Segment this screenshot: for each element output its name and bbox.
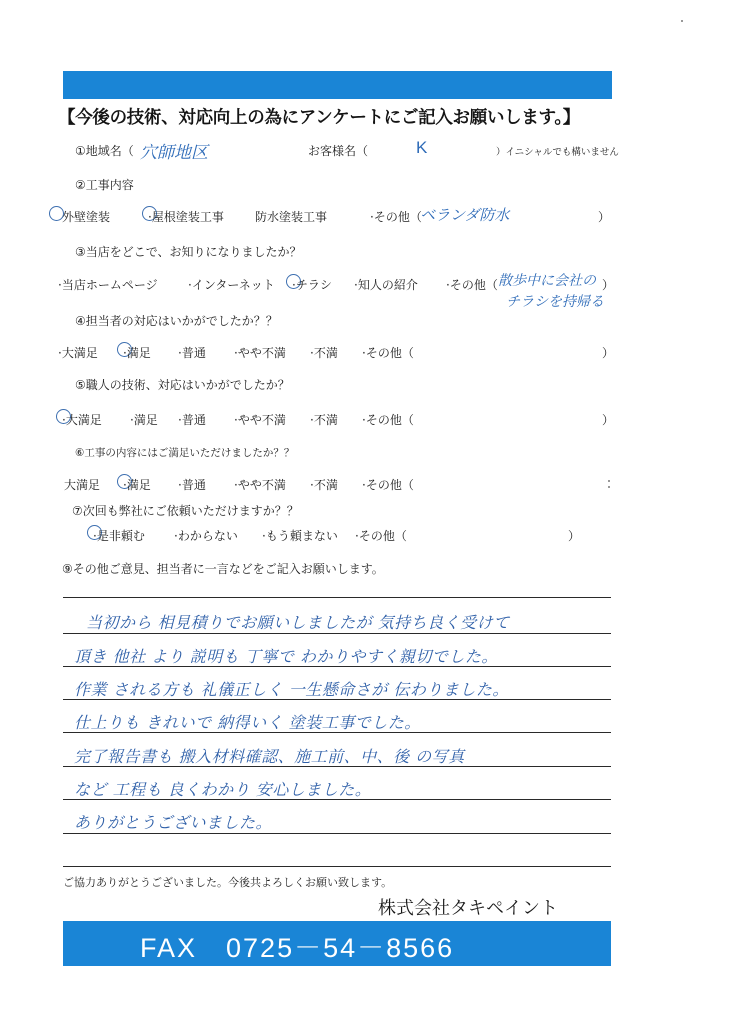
thanks-message: ご協力ありがとうございました。今後共よろしくお願い致します。: [63, 876, 393, 889]
scan-speck: [608, 486, 610, 488]
q7-option-definitely[interactable]: ·是非頼む: [93, 529, 145, 543]
q7-close-paren: ）: [568, 529, 581, 543]
comment-line[interactable]: 仕上りも きれいで 納得いく 塗装工事でした。: [74, 713, 421, 732]
q5-option-dissatisfied[interactable]: ·不満: [310, 413, 338, 427]
q4-option-average[interactable]: ·普通: [178, 346, 206, 360]
q5-close-paren: ）: [602, 413, 615, 427]
comment-rule: [63, 597, 611, 598]
q4-option-slightly-dissatisfied[interactable]: ·やや不満: [234, 346, 286, 360]
q5-option-other[interactable]: ·その他（: [362, 413, 414, 427]
q4-option-dissatisfied[interactable]: ·不満: [310, 346, 338, 360]
q6-option-average[interactable]: ·普通: [178, 478, 206, 492]
q3-option-flyer[interactable]: ·チラシ: [292, 278, 332, 292]
comment-line[interactable]: 完了報告書も 搬入材料確認、施工前、中、後 の写真: [74, 747, 465, 766]
q2-close-paren: ）: [598, 210, 611, 224]
q7-label: ⑦次回も弊社にご依頼いただけますか？？: [72, 504, 299, 518]
scan-speck: [681, 20, 683, 22]
q2-other-value[interactable]: ベランダ防水: [420, 206, 510, 224]
q2-label: ②工事内容: [75, 178, 134, 192]
q6-option-slightly-dissatisfied[interactable]: ·やや不満: [234, 478, 286, 492]
survey-title: 【今後の技術、対応向上の為にアンケートにご記入お願いします。】: [58, 108, 580, 128]
q3-option-referral[interactable]: ·知人の紹介: [354, 278, 418, 292]
q4-option-very-satisfied[interactable]: ·大満足: [58, 346, 98, 360]
q3-label: ③当店をどこで、お知りになりましたか？: [75, 245, 302, 259]
q5-option-very-satisfied[interactable]: ·大満足: [62, 413, 102, 427]
q2-option-other[interactable]: ·その他（: [370, 210, 422, 224]
q4-option-satisfied[interactable]: ·満足: [123, 346, 151, 360]
q3-option-other[interactable]: ·その他（: [446, 278, 498, 292]
customer-label: お客様名（: [308, 144, 369, 158]
q6-option-dissatisfied[interactable]: ·不満: [310, 478, 338, 492]
area-label: ①地域名（: [75, 144, 134, 158]
comment-rule: [63, 633, 611, 634]
q2-option-exterior[interactable]: 外壁塗装: [62, 210, 111, 224]
q7-option-other[interactable]: ·その他（: [355, 529, 407, 543]
comment-rule: [63, 866, 611, 867]
q7-option-unsure[interactable]: ·わからない: [174, 529, 238, 543]
comment-line[interactable]: 当初から 相見積りでお願いしましたが 気持ち良く受けて: [86, 613, 510, 632]
q6-option-satisfied[interactable]: ·満足: [123, 478, 151, 492]
customer-value[interactable]: K: [416, 138, 428, 157]
q5-option-satisfied[interactable]: ·満足: [130, 413, 158, 427]
comment-line[interactable]: 頂き 他社 より 説明も 丁寧で わかりやすく親切でした。: [74, 647, 498, 666]
q4-close-paren: ）: [602, 346, 615, 360]
q4-option-other[interactable]: ·その他（: [362, 346, 414, 360]
q3-other-value-line2[interactable]: チラシを持帰る: [506, 294, 604, 310]
q4-label: ④担当者の対応はいかがでしたか？？: [75, 314, 278, 328]
q3-close-paren: ）: [602, 278, 615, 292]
q5-label: ⑤職人の技術、対応はいかがでしたか？: [75, 378, 290, 392]
comment-line[interactable]: ありがとうございました。: [74, 813, 273, 832]
customer-note: ）イニシャルでも構いません: [496, 147, 619, 158]
comment-rule: [63, 833, 611, 834]
area-value[interactable]: 穴師地区: [140, 143, 208, 163]
q6-option-very-satisfied[interactable]: 大満足: [64, 478, 101, 492]
q3-option-homepage[interactable]: ·当店ホームページ: [58, 278, 158, 292]
q6-option-other[interactable]: ·その他（: [362, 478, 414, 492]
q2-option-roof[interactable]: ·屋根塗装工事: [148, 210, 224, 224]
fax-number: FAX 0725－54－8566: [140, 933, 455, 963]
company-name: 株式会社タキペイント: [378, 898, 558, 919]
scan-speck: [608, 480, 610, 482]
q5-option-slightly-dissatisfied[interactable]: ·やや不満: [234, 413, 286, 427]
comment-line[interactable]: など 工程も 良くわかり 安心しました。: [74, 780, 372, 799]
q9-label: ⑨その他ご意見、担当者に一言などをご記入お願いします。: [62, 562, 384, 576]
q3-other-value-line1[interactable]: 散歩中に会社の: [498, 273, 596, 289]
header-bar: [63, 71, 612, 99]
q3-option-internet[interactable]: ·インターネット: [188, 278, 275, 292]
q5-option-average[interactable]: ·普通: [178, 413, 206, 427]
q7-option-no[interactable]: ·もう頼まない: [262, 529, 338, 543]
q2-option-waterproof[interactable]: 防水塗装工事: [255, 210, 328, 224]
q6-label: ⑥工事の内容にはご満足いただけましたか？？: [75, 447, 295, 459]
comment-line[interactable]: 作業 される方も 礼儀正しく 一生懸命さが 伝わりました。: [74, 680, 509, 699]
